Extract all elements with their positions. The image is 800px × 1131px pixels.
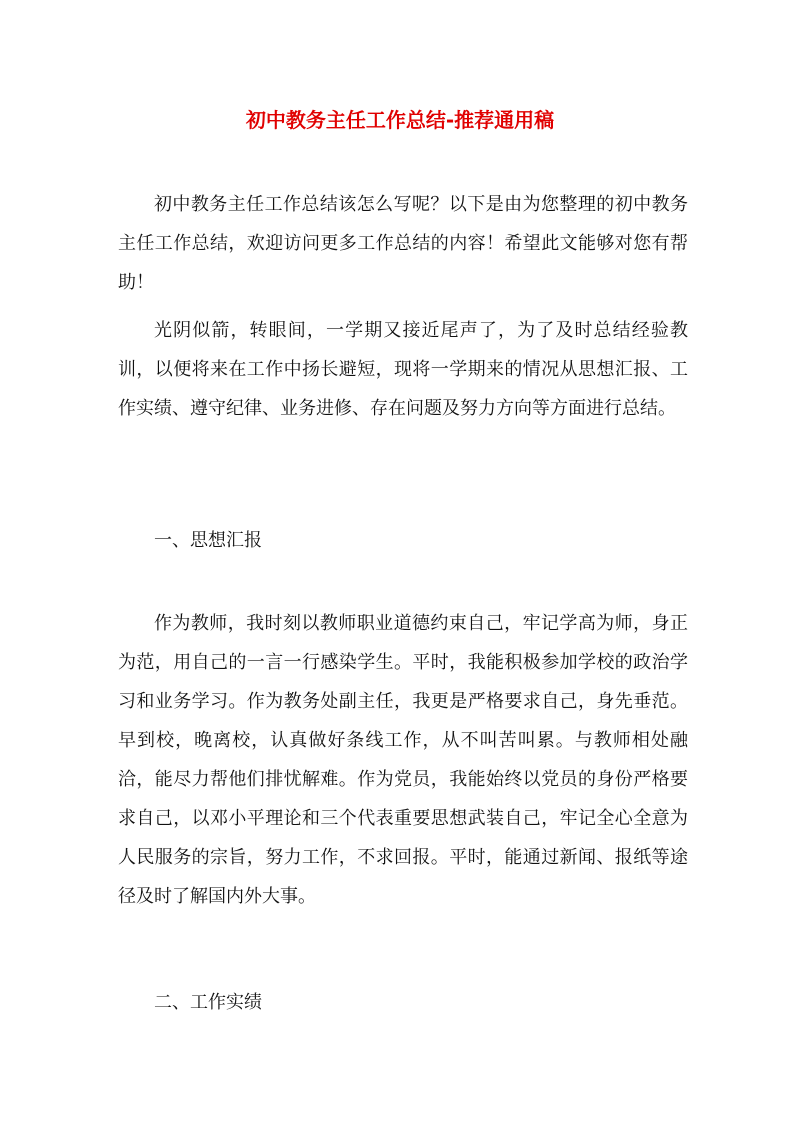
section-heading-achievements: 二、工作实绩 bbox=[154, 992, 262, 1013]
document-title: 初中教务主任工作总结-推荐通用稿 bbox=[245, 108, 555, 132]
section-thoughts-paragraph: 作为教师，我时刻以教师职业道德约束自己，牢记学高为师，身正为范，用自己的一言一行感染学生。平时，我能积极参加学校的政治学习和业务学习。作为教务处副主任，我更是严格要求自己，身先垂范。早到校，晚离校，认真做好条线工作，从不叫苦叫累。与教师相处融洽，能尽力帮他们排忧解难。作为党员，我能始终以党员的身份严格要求自己，以邓小平理论和三个代表重要思想武装自己，牢记全心全意为人民服务的宗旨，努力工作，不求回报。平时，能通过新闻、报纸等途径及时了解国内外大事。 bbox=[118, 613, 688, 907]
opening-paragraph: 光阴似箭，转眼间，一学期又接近尾声了，为了及时总结经验教训，以便将来在工作中扬长避短，现将一学期来的情况从思想汇报、工作实绩、遵守纪律、业务进修、存在问题及努力方向等方面进行总结。 bbox=[118, 320, 688, 419]
intro-paragraph: 初中教务主任工作总结该怎么写呢？以下是由为您整理的初中教务主任工作总结，欢迎访问更多工作总结的内容！希望此文能够对您有帮助！ bbox=[118, 194, 688, 293]
section-heading-thoughts: 一、思想汇报 bbox=[154, 530, 262, 551]
